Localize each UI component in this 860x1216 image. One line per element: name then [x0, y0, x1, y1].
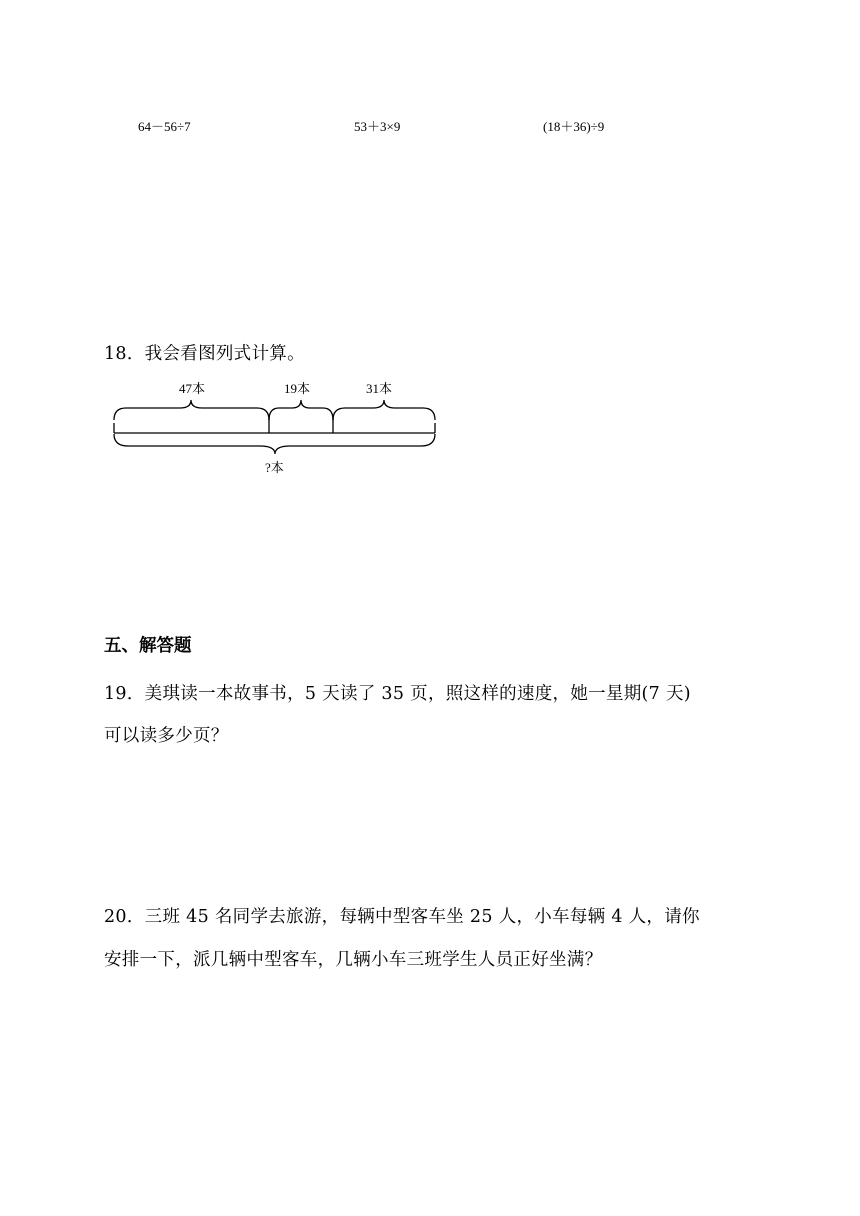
section-title: 五、解答题	[104, 636, 192, 656]
total-label: ?本	[265, 460, 284, 475]
brace-segment-2	[269, 400, 333, 420]
expression-3: (18＋36)÷9	[543, 119, 605, 134]
expression-1: 64－56÷7	[138, 119, 191, 134]
question-19-line-1: 19．美琪读一本故事书，5 天读了 35 页，照这样的速度，她一星期(7 天)	[104, 684, 691, 704]
brace-segment-1	[114, 400, 269, 420]
question-20-line-2: 安排一下，派几辆中型客车，几辆小车三班学生人员正好坐满？	[104, 950, 603, 970]
segment-2-label: 19本	[284, 381, 311, 396]
segment-3-label: 31本	[366, 381, 393, 396]
question-20-line-1: 20．三班 45 名同学去旅游，每辆中型客车坐 25 人，小车每辆 4 人，请你	[104, 907, 700, 927]
brace-total	[114, 434, 435, 454]
question-19-line-2: 可以读多少页？	[104, 726, 229, 746]
brace-segment-3	[333, 400, 435, 420]
question-18-text: 18．我会看图列式计算。	[104, 344, 305, 364]
segment-1-label: 47本	[179, 381, 206, 396]
expression-2: 53＋3×9	[354, 119, 401, 134]
